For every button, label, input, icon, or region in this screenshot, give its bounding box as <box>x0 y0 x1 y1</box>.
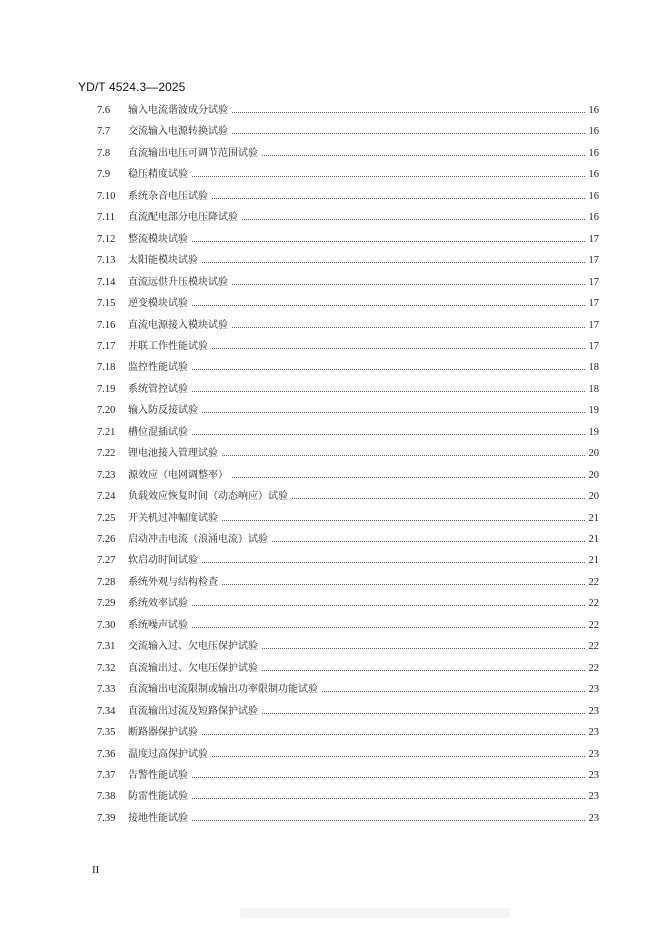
toc-entry-page: 18 <box>588 362 599 374</box>
toc-entry-page: 17 <box>588 255 599 267</box>
toc-entry-number: 7.9 <box>97 169 111 181</box>
toc-entry-number: 7.34 <box>97 705 116 717</box>
toc-entry-title: 开关机过冲幅度试验 <box>128 512 218 524</box>
toc-entry-title: 输入防反接试验 <box>128 405 198 417</box>
toc-entry-number: 7.39 <box>97 812 116 824</box>
toc-dot-leader <box>232 326 585 328</box>
toc-entry[interactable] <box>97 532 599 548</box>
toc-entry-number: 7.18 <box>97 362 116 374</box>
toc-entry[interactable] <box>97 725 599 741</box>
toc-entry-number: 7.25 <box>97 512 116 524</box>
toc-entry-title: 交流输入过、欠电压保护试验 <box>128 641 258 653</box>
toc-entry-page: 23 <box>588 727 599 739</box>
toc-entry-title: 直流电源接入模块试验 <box>128 319 228 331</box>
toc-entry-page: 23 <box>588 769 599 781</box>
toc-entry[interactable] <box>97 468 599 484</box>
toc-entry-title: 输入电流谐波成分试验 <box>128 105 228 116</box>
toc-entry[interactable] <box>97 296 599 312</box>
toc-entry[interactable] <box>97 403 599 419</box>
toc-entry-title: 直流输出过流及短路保护试验 <box>128 705 258 717</box>
toc-dot-leader <box>232 132 585 134</box>
toc-entry-number: 7.17 <box>97 340 116 352</box>
toc-entry-page: 20 <box>588 448 599 460</box>
toc-entry-page: 17 <box>588 319 599 331</box>
toc-entry-number: 7.30 <box>97 619 116 631</box>
toc-dot-leader <box>222 519 585 521</box>
toc-entry-page: 21 <box>588 555 599 567</box>
toc-dot-leader <box>192 626 585 628</box>
toc-entry-title: 整流模块试验 <box>128 233 188 245</box>
document-code-header: YD/T 4524.3—2025 <box>78 80 186 94</box>
toc-entry-number: 7.32 <box>97 662 116 674</box>
toc-entry-title: 温度过高保护试验 <box>128 748 208 760</box>
toc-entry[interactable] <box>97 511 599 527</box>
toc-dot-leader <box>192 797 585 799</box>
toc-entry[interactable] <box>97 446 599 462</box>
toc-entry-number: 7.13 <box>97 255 116 267</box>
toc-entry-number: 7.37 <box>97 769 116 781</box>
toc-dot-leader <box>262 712 585 714</box>
toc-entry-title: 告警性能试验 <box>128 769 188 781</box>
toc-entry-title: 源效应（电网调整率） <box>128 469 228 481</box>
toc-dot-leader <box>232 111 585 113</box>
toc-entry-title: 交流输入电源转换试验 <box>128 126 228 138</box>
toc-entry-page: 20 <box>588 491 599 503</box>
toc-entry[interactable] <box>97 661 599 677</box>
toc-entry-number: 7.19 <box>97 383 116 395</box>
toc-entry-page: 17 <box>588 340 599 352</box>
toc-dot-leader <box>242 218 585 220</box>
toc-entry-page: 23 <box>588 812 599 824</box>
toc-entry-title: 太阳能模块试验 <box>128 255 198 267</box>
toc-entry-page: 20 <box>588 469 599 481</box>
toc-entry[interactable] <box>97 253 599 269</box>
toc-entry-title: 启动冲击电流（浪涌电流）试验 <box>128 534 268 545</box>
toc-entry-page: 23 <box>588 791 599 803</box>
toc-dot-leader <box>192 390 585 392</box>
toc-entry-page: 16 <box>588 105 599 116</box>
toc-entry-title: 直流远供升压模块试验 <box>128 276 228 288</box>
page-number-footer: II <box>92 864 100 876</box>
toc-entry-number: 7.21 <box>97 426 116 438</box>
toc-entry-number: 7.22 <box>97 448 116 460</box>
toc-entry-title: 直流配电部分电压降试验 <box>128 212 238 224</box>
toc-entry[interactable] <box>97 575 599 591</box>
toc-entry-number: 7.11 <box>97 212 115 224</box>
toc-entry-page: 17 <box>588 298 599 310</box>
toc-dot-leader <box>202 411 585 413</box>
toc-entry-number: 7.26 <box>97 534 116 545</box>
toc-entry-title: 系统噪声试验 <box>128 619 188 631</box>
toc-entry[interactable] <box>97 103 599 119</box>
toc-entry-page: 19 <box>588 405 599 417</box>
toc-entry[interactable] <box>97 275 599 291</box>
toc-dot-leader <box>202 261 585 263</box>
toc-entry[interactable] <box>97 682 599 698</box>
toc-entry-number: 7.7 <box>97 126 111 138</box>
toc-entry-title: 稳压精度试验 <box>128 169 188 181</box>
toc-entry-number: 7.23 <box>97 469 116 481</box>
toc-entry-title: 锂电池接入管理试验 <box>128 448 218 460</box>
toc-entry-page: 21 <box>588 512 599 524</box>
toc-dot-leader <box>222 583 585 585</box>
toc-entry[interactable] <box>97 553 599 569</box>
toc-entry[interactable] <box>97 704 599 720</box>
toc-entry-page: 22 <box>588 576 599 588</box>
toc-entry-page: 16 <box>588 169 599 181</box>
toc-entry-number: 7.24 <box>97 491 116 503</box>
toc-entry[interactable] <box>97 167 599 183</box>
toc-entry[interactable] <box>97 189 599 205</box>
toc-entry-page: 23 <box>588 684 599 696</box>
toc-entry-page: 18 <box>588 383 599 395</box>
toc-entry-title: 负载效应恢复时间（动态响应）试验 <box>128 491 288 503</box>
toc-entry[interactable] <box>97 811 599 827</box>
toc-dot-leader <box>262 154 585 156</box>
toc-entry-number: 7.29 <box>97 598 116 610</box>
toc-entry[interactable] <box>97 639 599 655</box>
toc-entry-page: 16 <box>588 126 599 138</box>
toc-dot-leader <box>192 604 585 606</box>
toc-entry-number: 7.16 <box>97 319 116 331</box>
toc-entry[interactable] <box>97 768 599 784</box>
toc-dot-leader <box>222 454 585 456</box>
toc-dot-leader <box>192 433 585 435</box>
toc-dot-leader <box>192 368 585 370</box>
toc-dot-leader <box>232 283 585 285</box>
toc-dot-leader <box>212 347 585 349</box>
toc-entry-number: 7.8 <box>97 147 111 159</box>
toc-entry[interactable] <box>97 489 599 505</box>
toc-entry-title: 直流输出过、欠电压保护试验 <box>128 662 258 674</box>
toc-entry-page: 22 <box>588 641 599 653</box>
watermark-strip <box>240 908 510 918</box>
toc-entry[interactable] <box>97 618 599 634</box>
toc-entry[interactable] <box>97 747 599 763</box>
toc-entry-title: 系统效率试验 <box>128 598 188 610</box>
toc-entry[interactable] <box>97 124 599 140</box>
toc-entry-page: 19 <box>588 426 599 438</box>
toc-entry[interactable] <box>97 339 599 355</box>
toc-entry-number: 7.27 <box>97 555 116 567</box>
toc-entry[interactable] <box>97 382 599 398</box>
toc-entry-title: 系统外观与结构检查 <box>128 576 218 588</box>
toc-entry-number: 7.15 <box>97 298 116 310</box>
toc-entry-number: 7.38 <box>97 791 116 803</box>
toc-entry-page: 17 <box>588 276 599 288</box>
toc-entry-page: 16 <box>588 147 599 159</box>
toc-dot-leader <box>202 561 585 563</box>
toc-entry-title: 直流输出电压可调节范围试验 <box>128 147 258 159</box>
toc-dot-leader <box>192 819 585 821</box>
toc-entry-page: 17 <box>588 233 599 245</box>
toc-entry-page: 21 <box>588 534 599 545</box>
toc-entry-page: 22 <box>588 662 599 674</box>
toc-entry[interactable] <box>97 360 599 376</box>
toc-dot-leader <box>262 647 585 649</box>
toc-entry-title: 断路器保护试验 <box>128 727 198 739</box>
toc-dot-leader <box>262 669 585 671</box>
toc-entry-title: 接地性能试验 <box>128 812 188 824</box>
toc-entry-title: 系统管控试验 <box>128 383 188 395</box>
toc-entry[interactable] <box>97 596 599 612</box>
toc-entry-page: 23 <box>588 705 599 717</box>
toc-entry-title: 槽位混插试验 <box>128 426 188 438</box>
toc-entry-page: 16 <box>588 212 599 224</box>
toc-entry-number: 7.33 <box>97 684 116 696</box>
toc-entry-title: 并联工作性能试验 <box>128 340 208 352</box>
toc-dot-leader <box>292 497 585 499</box>
toc-entry-number: 7.20 <box>97 405 116 417</box>
toc-dot-leader <box>272 540 585 542</box>
toc-entry-title: 系统杂音电压试验 <box>128 190 208 202</box>
toc-entry-title: 防雷性能试验 <box>128 791 188 803</box>
toc-dot-leader <box>192 240 585 242</box>
toc-entry[interactable] <box>97 146 599 162</box>
toc-entry-number: 7.12 <box>97 233 116 245</box>
toc-entry[interactable] <box>97 318 599 334</box>
toc-entry-number: 7.6 <box>97 105 111 116</box>
toc-dot-leader <box>212 197 585 199</box>
toc-dot-leader <box>192 776 585 778</box>
toc-entry-page: 22 <box>588 619 599 631</box>
toc-entry-number: 7.10 <box>97 190 116 202</box>
toc-entry[interactable] <box>97 425 599 441</box>
toc-entry[interactable] <box>97 789 599 805</box>
toc-entry-page: 16 <box>588 190 599 202</box>
toc-entry-number: 7.14 <box>97 276 116 288</box>
toc-entry[interactable] <box>97 210 599 226</box>
toc-entry-title: 软启动时间试验 <box>128 555 198 567</box>
toc-entry-page: 23 <box>588 748 599 760</box>
toc-entry-title: 监控性能试验 <box>128 362 188 374</box>
toc-dot-leader <box>192 175 585 177</box>
toc-entry-page: 22 <box>588 598 599 610</box>
toc-entry-title: 直流输出电流限制或输出功率限制功能试验 <box>128 684 318 696</box>
toc-dot-leader <box>202 733 585 735</box>
toc-entry-number: 7.36 <box>97 748 116 760</box>
toc-entry-number: 7.35 <box>97 727 116 739</box>
toc-dot-leader <box>322 690 585 692</box>
toc-entry-number: 7.31 <box>97 641 116 653</box>
toc-entry[interactable] <box>97 232 599 248</box>
toc-dot-leader <box>232 476 585 478</box>
toc-entry-title: 逆变模块试验 <box>128 298 188 310</box>
toc-entry-number: 7.28 <box>97 576 116 588</box>
toc-dot-leader <box>192 304 585 306</box>
toc-dot-leader <box>212 755 585 757</box>
